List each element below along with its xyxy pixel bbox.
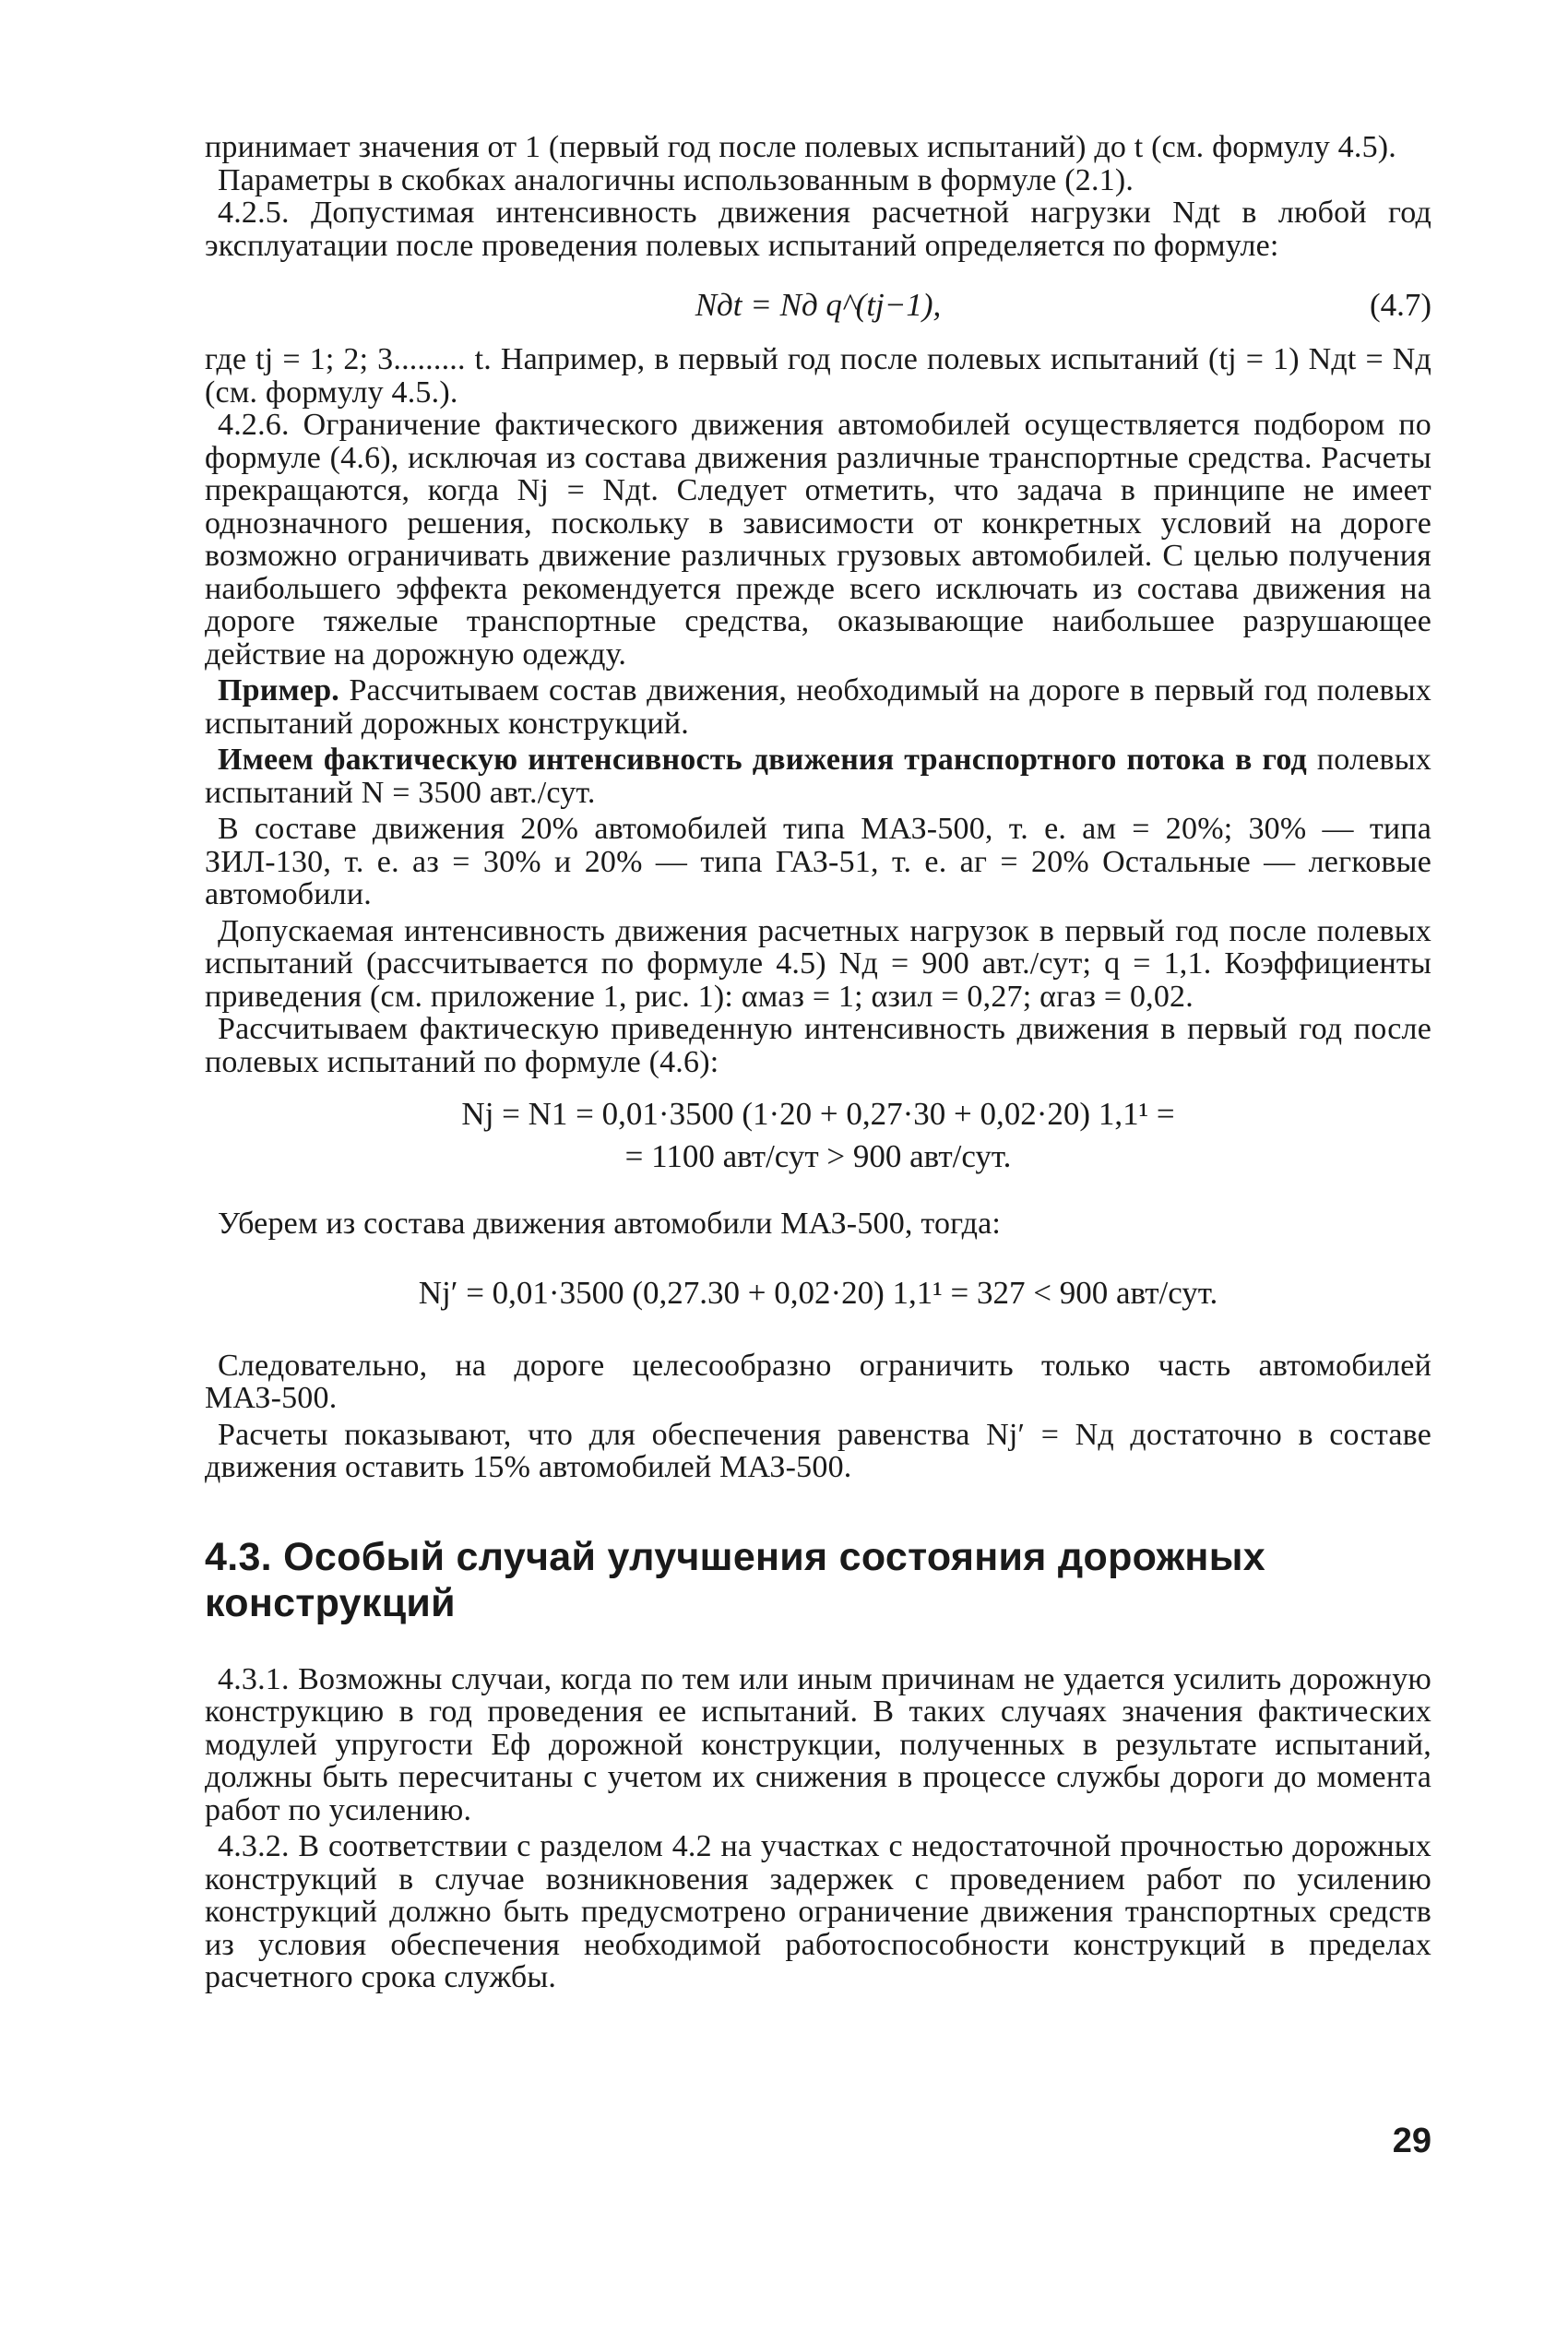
actual-intensity-text: полевых испытаний N = 3500 авт./сут. <box>205 743 1432 810</box>
paragraph-calculate: Рассчитываем фактическую приведенную интенсивность движения в первый год после полевых испытаний по формуле (4.6): <box>205 1012 1431 1079</box>
paragraph-where: где tj = 1; 2; 3......... t. Например, в первый год после полевых испытаний (tj = 1) Nдt = Nд (см. формулу 4.5.). <box>205 342 1431 410</box>
paragraph-calculations-show: Расчеты показывают, что для обеспечения равенства Nj′ = Nд достаточно в составе движения оставить 15% автомобилей МАЗ-500. <box>205 1417 1431 1484</box>
paragraph-4-2-5: 4.2.5. Допустимая интенсивность движения расчетной нагрузки Nдt в любой год эксплуатации после проведения полевых испытаний определяется по формуле: <box>205 196 1431 263</box>
page-number: 29 <box>1392 2122 1431 2160</box>
formula-4-6-line1 <box>205 1095 1431 1134</box>
formula-reduced <box>205 1274 1431 1313</box>
formula-4-7-expression: Nдt = Nд q^(tj−1), <box>695 287 942 323</box>
paragraph-composition: В составе движения 20% автомобилей типа МАЗ-500, т. е. aм = 20%; 30% — типа ЗИЛ-130, т. е. aз = 30% и 20% — типа ГАЗ-51, т. е. aг = 20% Остальные — легковые автомобили. <box>205 812 1431 911</box>
paragraph-continuation: принимает значения от 1 (первый год после полевых испытаний) до t (см. формулу 4.5). <box>205 130 1396 164</box>
paragraph-4-2-6: 4.2.6. Ограничение фактического движения автомобилей осуществляется подбором по формуле (4.6), исключая из состава движения различные транспортные средства. Расчеты прекращаются, когда Nj = Nдt. Следует отметить, что задача в принципе не имеет однозначного решения, поскольку в зависимости от конкретных условий на дороге возможно ограничивать движение различных грузовых автомобилей. С целью получения наибольшего эффекта рекомендуется прежде всего исключать из состава движения на дороге тяжелые транспортные средства, оказывающие наибольшее разрушающее действие на дорожную одежду. <box>205 408 1431 672</box>
paragraph-allowed-intensity: Допускаемая интенсивность движения расчетных нагрузок в первый год после полевых испытаний (рассчитывается по формуле 4.5) Nд = 900 авт./сут; q = 1,1. Коэффициенты приведения (см. приложение 1, рис. 1): αмаз = 1; αзил = 0,27; αгаз = 0,02. <box>205 913 1431 1014</box>
document-page <box>205 131 1431 1994</box>
example-label: Пример. <box>218 673 340 708</box>
formula-4-7-number: (4.7) <box>1369 287 1431 323</box>
formula-reduced-text: Nj′ = 0,01·3500 (0,27.30 + 0,02·20) 1,1¹ = 327 < 900 авт/сут. <box>418 1274 1218 1311</box>
example-text: Рассчитываем состав движения, необходимый на дороге в первый год полевых испытаний дорожных конструкций. <box>205 673 1431 741</box>
paragraph-4-3-2: 4.3.2. В соответствии с разделом 4.2 на участках с недостаточной прочностью дорожных конструкций в случае возникновения задержек с проведением работ по усилению конструкций должно быть предусмотрено ограничение движения транспортных средств из условия обеспечения необходимой работоспособности конструкций в пределах расчетного срока службы. <box>205 1829 1431 1994</box>
paragraph-actual-intensity <box>205 743 1431 809</box>
paragraph-example <box>205 674 1431 740</box>
formula-4-6-line2-text: = 1100 авт/сут > 900 авт/сут. <box>624 1138 1012 1174</box>
formula-4-7 <box>205 286 1431 325</box>
actual-intensity-bold: Имеем фактическую интенсивность движения транспортного потока в год <box>218 743 1307 777</box>
paragraph-4-3-1: 4.3.1. Возможны случаи, когда по тем или иным причинам не удается усилить дорожную конструкцию в год проведения ее испытаний. В таких случаях значения фактических модулей упругости Eф дорожной конструкции, полученных в результате испытаний, должны быть пересчитаны с учетом их снижения в процессе службы дороги до момента работ по усилению. <box>205 1661 1431 1827</box>
formula-4-6-line1-text: Nj = N1 = 0,01·3500 (1·20 + 0,27·30 + 0,02·20) 1,1¹ = <box>461 1096 1175 1132</box>
paragraph-parameters: Параметры в скобках аналогичны использованным в формуле (2.1). <box>218 162 1134 197</box>
paragraph-therefore: Следовательно, на дороге целесообразно ограничить только часть автомобилей МАЗ-500. <box>205 1348 1431 1415</box>
paragraph-remove-maz: Уберем из состава движения автомобили МАЗ-500, тогда: <box>218 1207 1002 1241</box>
formula-4-6-line2 <box>205 1137 1431 1176</box>
section-heading-4-3: 4.3. Особый случай улучшения состояния дорожных конструкций <box>205 1534 1265 1625</box>
